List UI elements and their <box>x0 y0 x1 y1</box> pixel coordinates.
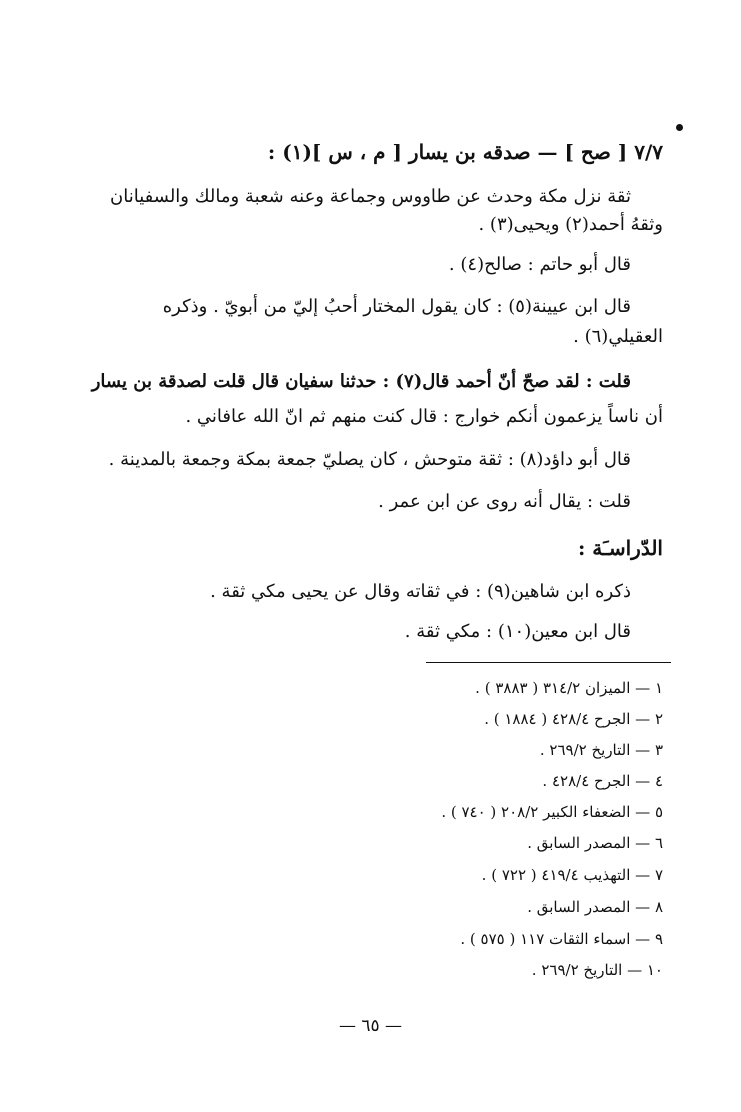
study-heading: الدّراسـَة : <box>577 536 663 560</box>
footnote-item: ٩ — اسماء الثقات ١١٧ ( ٥٧٥ ) . <box>460 930 663 948</box>
page-number: — ٦٥ — <box>338 1016 403 1036</box>
paragraph-line: قلت : لقد صحّ أنّ أحمد قال(٧) : حدثنا سفيان قال قلت لصدقة بن يسار <box>91 371 631 392</box>
footnote-item: ١ — الميزان ٣١٤/٢ ( ٣٨٨٣ ) . <box>475 679 663 697</box>
footnote-item: ١٠ — التاريخ ٢٦٩/٢ . <box>531 961 663 979</box>
footnote-item: ٢ — الجرح ٤٢٨/٤ ( ١٨٨٤ ) . <box>484 710 663 728</box>
paragraph-line: أن ناساً يزعمون أنكم خوارج : قال كنت منهم ثم انّ الله عافاني . <box>185 406 663 427</box>
footnote-item: ٧ — التهذيب ٤١٩/٤ ( ٧٢٢ ) . <box>481 866 663 884</box>
entry-heading <box>268 140 663 164</box>
paragraph-line: العقيلي(٦) . <box>573 326 663 347</box>
entry-number: ٧/٧ <box>634 140 663 164</box>
footnote-item: ٦ — المصدر السابق . <box>527 834 663 852</box>
footnote-item: ٣ — التاريخ ٢٦٩/٢ . <box>539 741 663 759</box>
paragraph-line: قال أبو داؤد(٨) : ثقة متوحش ، كان يصليّ جمعة بمكة وجمعة بالمدينة . <box>108 449 631 470</box>
paragraph-line: ثقة نزل مكة وحدث عن طاووس وجماعة وعنه شعبة ومالك والسفيانان <box>110 186 631 207</box>
paragraph-line: وثقهُ أحمد(٢) ويحيى(٣) . <box>478 214 663 235</box>
paragraph-line: قلت : يقال أنه روى عن ابن عمر . <box>378 491 631 512</box>
footnote-separator <box>426 662 671 663</box>
entry-title: [ صح ] — صدقه بن يسار [ م ، س ](١) : <box>267 140 628 164</box>
study-line: قال ابن معين(١٠) : مكي ثقة . <box>404 621 631 642</box>
paragraph-line: قال ابن عيينة(٥) : كان يقول المختار أحبُ إليّ من أبويّ . وذكره <box>162 296 631 317</box>
footnote-item: ٨ — المصدر السابق . <box>527 898 663 916</box>
footnote-item: ٥ — الضعفاء الكبير ٢٠٨/٢ ( ٧٤٠ ) . <box>441 803 663 821</box>
bullet-dot <box>676 124 683 131</box>
paragraph-line: قال أبو حاتم : صالح(٤) . <box>448 254 631 275</box>
study-line: ذكره ابن شاهين(٩) : في ثقاته وقال عن يحيى مكي ثقة . <box>210 581 631 602</box>
footnote-item: ٤ — الجرح ٤٢٨/٤ . <box>542 772 663 790</box>
